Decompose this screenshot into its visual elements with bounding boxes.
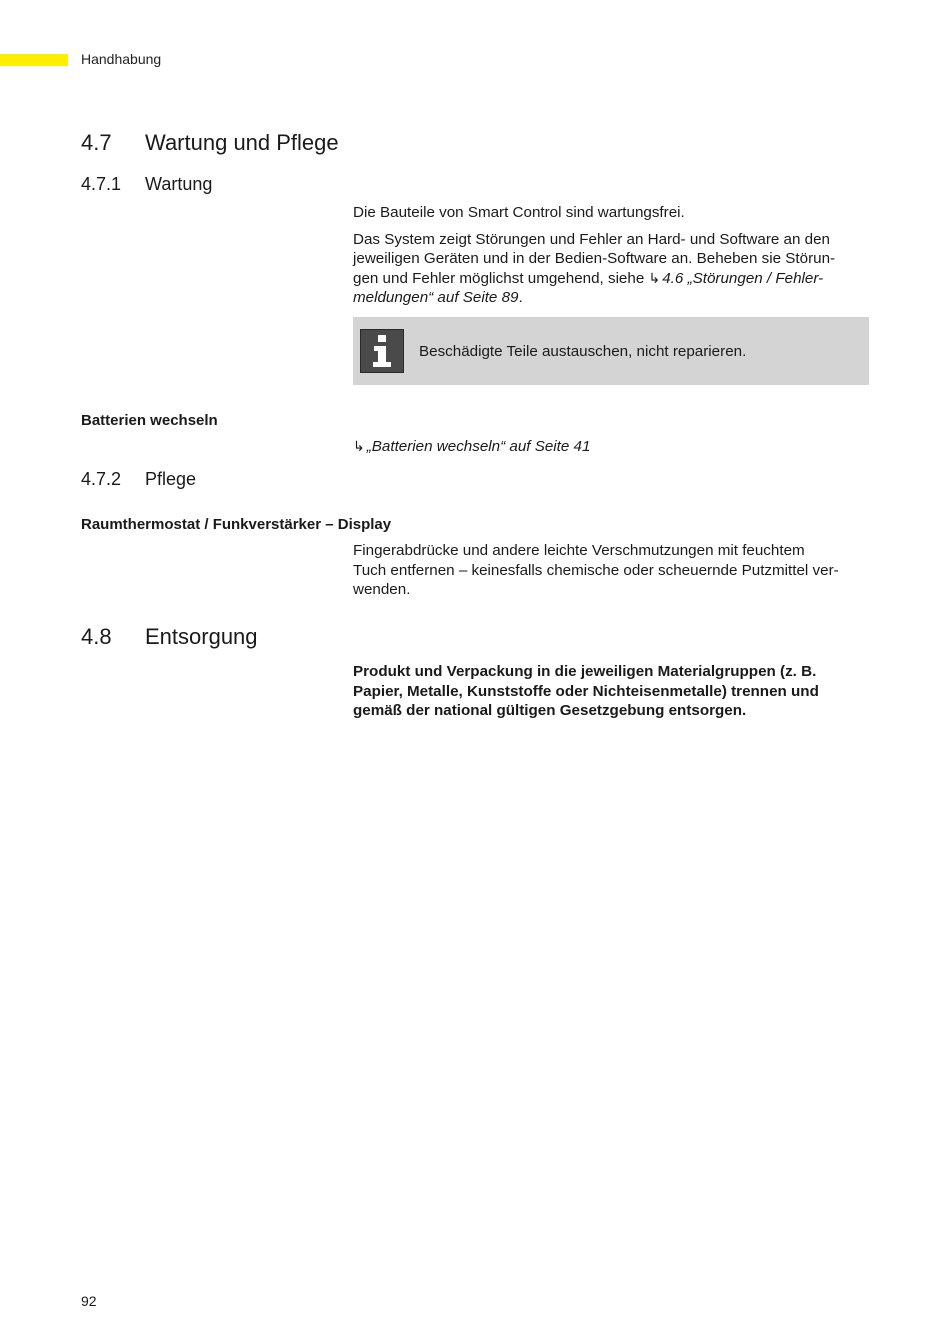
section-title: Pflege xyxy=(145,469,197,489)
section-number: 4.7.2 xyxy=(81,469,122,489)
section-heading-4-7-2 xyxy=(81,469,196,490)
care-text: Fingerabdrücke und andere leichte Verschmutzungen mit feuchtem Tuch entfernen – keinesfalls chemische oder scheuernde Putzmittel ver- wenden. xyxy=(353,542,839,598)
care-sub-heading: Raumthermostat / Funkverstärker – Display xyxy=(81,516,392,533)
section-number: 4.8 xyxy=(81,624,112,649)
disposal-text: Produkt und Verpackung in die jeweiligen Materialgruppen (z. B. Papier, Metalle, Kunststoffe oder Nichteisenmetalle) trennen und gemäß der national gültigen Gesetzgebung entsorgen. xyxy=(353,663,819,719)
battery-heading: Batterien wechseln xyxy=(81,412,218,429)
info-notice-box xyxy=(353,317,869,385)
cross-reference-arrow-icon: ↳ xyxy=(648,269,661,286)
running-header: Handhabung xyxy=(81,51,162,67)
section-title: Wartung xyxy=(145,174,213,194)
battery-reference xyxy=(353,437,868,457)
section-heading-4-7 xyxy=(81,130,339,156)
battery-cross-reference-link[interactable]: „Batterien wechseln“ auf Seite 41 xyxy=(366,438,591,455)
section-title: Entsorgung xyxy=(145,624,258,649)
section-heading-4-8 xyxy=(81,624,258,650)
maintenance-text xyxy=(353,203,868,308)
page-number: 92 xyxy=(81,1293,97,1309)
section-number: 4.7 xyxy=(81,130,112,155)
section-heading-4-7-1 xyxy=(81,174,212,195)
cross-reference-arrow-icon: ↳ xyxy=(353,438,365,454)
header-accent-bar xyxy=(0,54,68,66)
cross-reference-link[interactable]: 4.6 „Störungen / Fehler- meldungen“ auf Seite 89 xyxy=(353,269,824,306)
section-number: 4.7.1 xyxy=(81,174,122,194)
info-notice-text: Beschädigte Teile austauschen, nicht reparieren. xyxy=(419,342,747,360)
section-title: Wartung und Pflege xyxy=(145,130,339,155)
info-icon xyxy=(360,329,404,373)
maintenance-paragraph-2: Das System zeigt Störungen und Fehler an Hard- und Software an den jeweiligen Geräten und in der Bedien-Software an. Beheben sie Störun- gen und Fehler möglichst umgehend, siehe ↳ 4.6 „Störungen / Fehler- meldungen“ auf Seite 89. xyxy=(353,230,836,306)
maintenance-paragraph-1: Die Bauteile von Smart Control sind wartungsfrei. xyxy=(353,204,685,221)
